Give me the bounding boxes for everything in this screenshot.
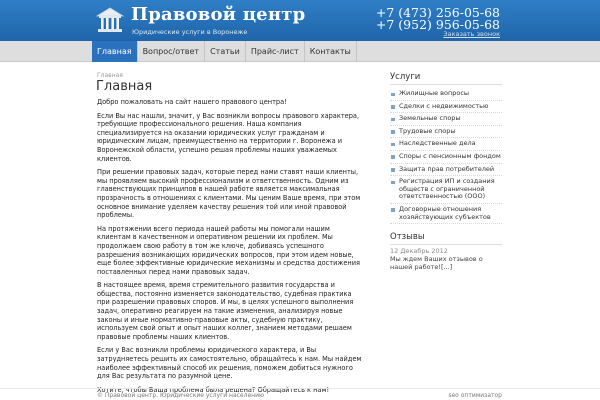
phone-number-2: +7 (952) 956-05-68 (375, 17, 500, 32)
main-nav (0, 41, 600, 62)
nav-item-faq[interactable]: Вопрос/ответ (138, 41, 206, 62)
main-content (97, 98, 365, 399)
service-link-registration[interactable]: Регистрация ИП и создания обществ с ограниченной ответственностью (ООО) (390, 176, 502, 204)
service-link-housing[interactable]: Жилищные вопросы (390, 88, 502, 101)
phone-number-1: +7 (473) 256-05-68 (375, 5, 500, 20)
review-link[interactable]: Мы ждем Ваших отзывов о нашей работе![...] (390, 255, 483, 272)
service-link-pension-fund[interactable]: Споры с пенсионным фондом (390, 151, 502, 164)
site-footer (0, 385, 600, 400)
service-link-consumer-rights[interactable]: Защита прав потребителей (390, 164, 502, 177)
service-link-labor-disputes[interactable]: Трудовые споры (390, 126, 502, 139)
service-link-land-disputes[interactable]: Земельные споры (390, 113, 502, 126)
services-title: Услуги (390, 72, 502, 85)
services-list (390, 88, 502, 224)
nav-item-articles[interactable]: Статьи (205, 41, 246, 62)
logo-subtitle: Юридические услуги в Воронеже (132, 28, 248, 36)
service-link-real-estate[interactable]: Сделки с недвижимостью (390, 101, 502, 114)
footer-copyright: © Правовой центр. Юридические услуги населению (97, 392, 265, 399)
service-link-contracts[interactable]: Договорные отношения хозяйствующих субъектов (390, 204, 502, 224)
page-title: Главная (96, 79, 153, 94)
reviews-title: Отзывы (390, 232, 502, 245)
nav-item-pricelist[interactable]: Прайс-лист (246, 41, 305, 62)
content-paragraph: Хотите, чтобы Ваша проблема была решена? Обращайтесь к нам! (97, 385, 330, 394)
content-paragraph: Добро пожаловать на сайт нашего правового центра! (97, 98, 287, 106)
service-link-inheritance[interactable]: Наследственные дела (390, 138, 502, 151)
content-paragraph: Если у Вас возникли проблемы юридического характера, и Вы затрудняетесь решить их самостоятельно, обращайтесь к нам. Мы найдем наиболее эффективный способ их решения, поможем добиться нужного для Вас результата по разумной цене. (97, 346, 362, 381)
sidebar (390, 72, 502, 271)
nav-item-home[interactable]: Главная (92, 41, 138, 62)
breadcrumb[interactable]: Главная (97, 72, 123, 79)
content-paragraph: Если Вы нас нашли, значит, у Вас возникли вопросы правового характера, требующие профессионального решения. Наша компания специализируется на оказании юридических услуг гражданам и юридическим лицам, преимущественно на территории г. Воронежа и Воронежской области, успешно решая проблемы наших уважаемых клиентов. (97, 111, 360, 163)
content-paragraph: При решении правовых задач, которые перед нами ставят наши клиенты, мы проявляем высокий профессионализм и ответственность. Одним из главенствующих принципов в нашей работе является максимальная прозрачность в отношениях с клиентами. Мы ценим Ваше время, при этом основное внимание уделяем качеству решения той или иной правовой проблемы. (97, 168, 361, 220)
site-header (0, 0, 600, 41)
content-paragraph: На протяжении всего периода нашей работы мы помогали нашим клиентам в качественном и оперативном решении их проблем. Мы продолжаем свою работу в том же ключе, добиваясь успешного разрешения возникающих юридических вопросов, при этом идем новые, еще более эффективные юридические механизмы и средства достижения поставленных перед нами правовых задач. (97, 224, 360, 276)
callback-link[interactable]: Заказать звонок (443, 30, 500, 38)
logo-title[interactable]: Правовой центр (131, 4, 306, 25)
footer-seo-link[interactable]: seo оптимизатор (448, 392, 502, 399)
review-date: 12 Декабрь 2012 (390, 247, 448, 256)
content-paragraph: В настоящее время, время стремительного развития государства и общества, постоянно изменяется законодательство, судебная практика при разрешении правовых споров. И мы, в целях успешного выполнения задач, оперативно реагируем на такие изменения, анализируя новые законы и иные нормативно-правовые акты, судебную практику, используем свой опыт и опыт наших коллег, знанием методами решаем правовые проблемы наших клиентов. (97, 281, 354, 341)
nav-item-contacts[interactable]: Контакты (305, 41, 357, 62)
building-icon[interactable] (95, 5, 125, 35)
